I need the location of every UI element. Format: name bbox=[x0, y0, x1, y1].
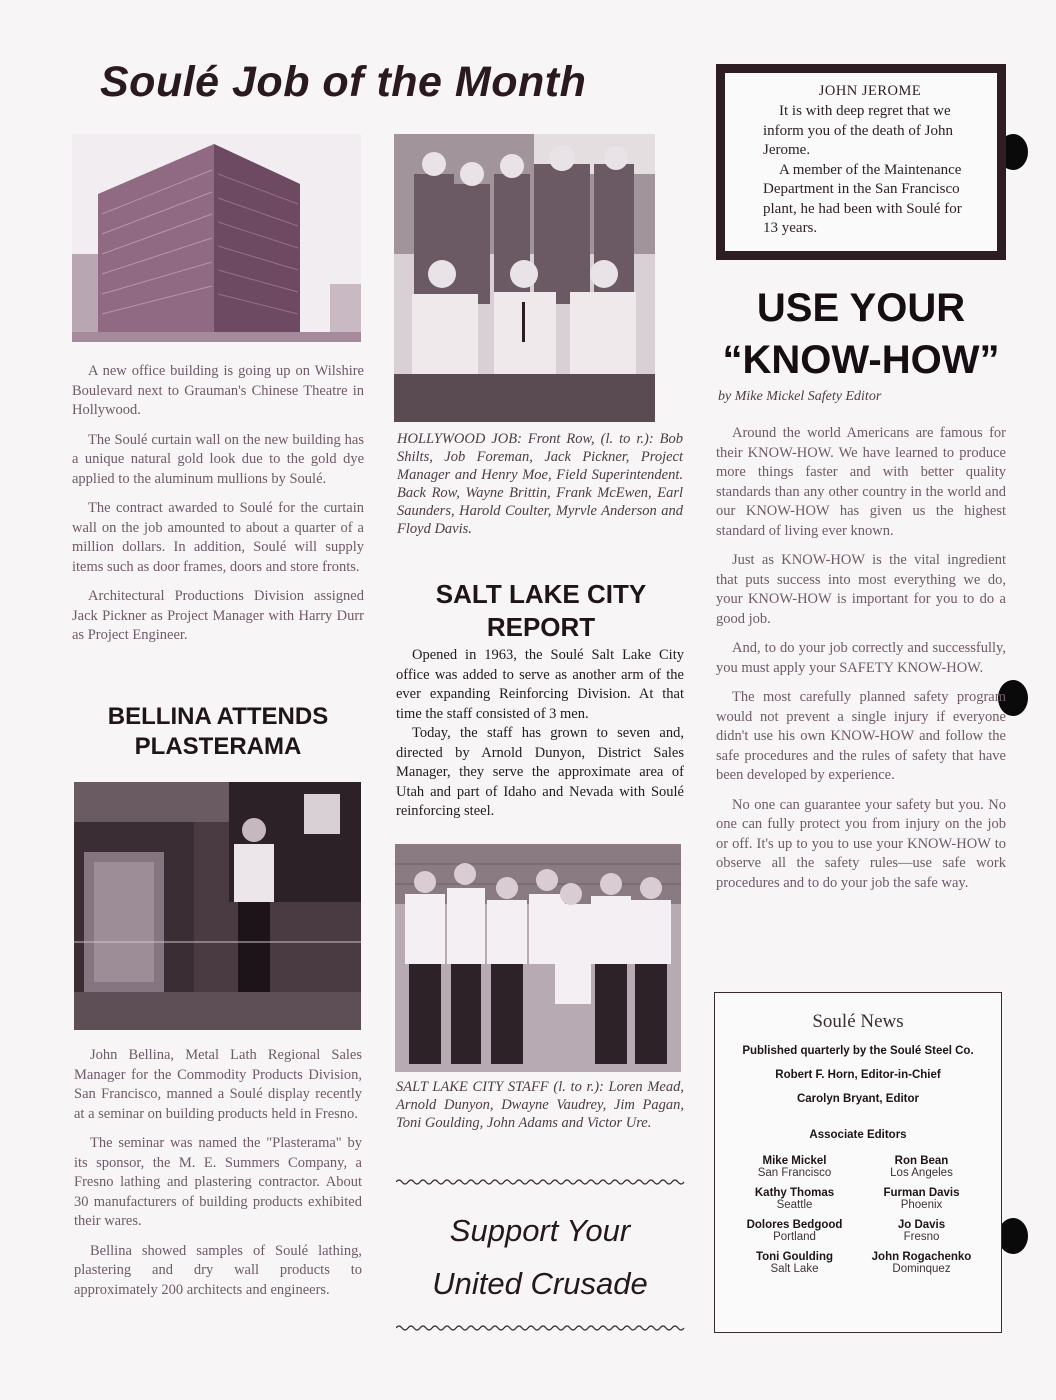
obituary-paragraph: It is with deep regret that we inform you of the death of John Jerome. bbox=[763, 103, 953, 158]
article-paragraph: The Soulé curtain wall on the new building has a unique natural gold look due to the gold dye applied to the aluminum mullions by Soulé. bbox=[72, 431, 364, 487]
article-paragraph: No one can guarantee your safety but you. No one can fully protect you from injury on the job or off. It's up to you to use your KNOW-HOW to observe all the safety rules—use safe work procedures and to do your job the safe way. bbox=[716, 796, 1006, 891]
bellina-article bbox=[74, 1046, 362, 1310]
associate-editor: Jo Davis Fresno bbox=[897, 1219, 946, 1243]
divider-wavy bbox=[396, 1324, 686, 1332]
salt-lake-headline: SALT LAKE CITY REPORT bbox=[435, 579, 647, 642]
salt-lake-article bbox=[396, 646, 684, 832]
news-title: Soulé News bbox=[812, 1011, 904, 1032]
job-article bbox=[72, 362, 364, 656]
article-paragraph: Bellina showed samples of Soulé lathing, plastering and dry wall products to approximately 200 architects and engineers. bbox=[74, 1242, 362, 1298]
associate-editor: Toni Goulding Salt Lake bbox=[755, 1251, 834, 1275]
article-paragraph: Opened in 1963, the Soulé Salt Lake City office was added to serve as another arm of the ever expanding Reinforcing Division. At that time the staff consisted of 3 men. bbox=[396, 647, 684, 722]
obituary-paragraph: A member of the Maintenance Department in the San Francisco plant, he had been with Soulé for 13 years. bbox=[763, 161, 962, 236]
article-paragraph: The seminar was named the "Plasterama" by its sponsor, the M. E. Summers Company, a Fresno lathing and plastering contractor. About 30 manufacturers of building products exhibited their wares. bbox=[74, 1135, 362, 1229]
safety-article bbox=[716, 424, 1006, 903]
hollywood-caption: HOLLYWOOD JOB: Front Row, (l. to r.): Bob Shilts, Job Foreman, Jack Pickner, Project Manager and Henry Moe, Field Superintendent. Back Row, Wayne Brittin, Frank McEwen, Earl Saunders, Harold Coulter, Myrvle Anderson and Floyd Davis. bbox=[397, 431, 683, 537]
obituary-title: JOHN JEROME bbox=[818, 83, 922, 99]
associate-editor: Mike Mickel San Francisco bbox=[757, 1155, 832, 1179]
building-photo bbox=[72, 134, 361, 342]
obituary-box bbox=[716, 64, 1006, 260]
article-paragraph: And, to do your job correctly and successfully, you must apply your SAFETY KNOW-HOW. bbox=[716, 640, 1006, 676]
safety-byline: by Mike Mickel Safety Editor bbox=[718, 389, 882, 404]
publisher-line: Published quarterly by the Soulé Steel Co. bbox=[742, 1045, 974, 1057]
article-paragraph: John Bellina, Metal Lath Regional Sales Manager for the Commodity Products Division, San Francisco, manned a Soulé display recently at a seminar on building products held in Fresno. bbox=[74, 1047, 362, 1122]
article-paragraph: Around the world Americans are famous for their KNOW-HOW. We have learned to produce more things faster and with better quality standards than any other country in the world and our KNOW-HOW has given us the highest standard of living ever known. bbox=[716, 425, 1006, 539]
safety-headline: USE YOUR “KNOW-HOW” bbox=[722, 286, 1000, 382]
associate-heading: Associate Editors bbox=[809, 1129, 907, 1141]
article-paragraph: Architectural Productions Division assigned Jack Pickner as Project Manager with Harry Durr as Project Engineer. bbox=[72, 588, 364, 643]
article-paragraph: Today, the staff has grown to seven and, directed by Arnold Dunyon, District Sales Manager, they serve the approximate area of Utah and part of Idaho and Nevada with Soulé reinforcing steel. bbox=[396, 725, 684, 819]
divider-wavy bbox=[396, 1178, 686, 1186]
associate-editor: Kathy Thomas Seattle bbox=[754, 1187, 835, 1211]
article-paragraph: A new office building is going up on Wilshire Boulevard next to Grauman's Chinese Theatre in Hollywood. bbox=[72, 363, 364, 418]
associate-editor: Furman Davis Phoenix bbox=[883, 1187, 960, 1211]
page-title: Soulé Job of the Month bbox=[100, 58, 587, 106]
hollywood-job-photo bbox=[394, 134, 655, 422]
plasterama-photo bbox=[74, 782, 361, 1030]
associate-editors bbox=[715, 1155, 1001, 1275]
associate-editor: Dolores Bedgood Portland bbox=[746, 1219, 843, 1243]
article-paragraph: Just as KNOW-HOW is the vital ingredient that puts success into most everything we do, your KNOW-HOW is important for you to do a good job. bbox=[716, 552, 1006, 627]
associate-editor: Ron Bean Los Angeles bbox=[890, 1155, 953, 1179]
editor: Carolyn Bryant, Editor bbox=[796, 1093, 920, 1105]
binder-hole bbox=[998, 1218, 1028, 1254]
crusade-banner: Support Your United Crusade bbox=[432, 1213, 648, 1301]
news-masthead-box bbox=[714, 992, 1002, 1333]
associate-editor: John Rogachenko Dominquez bbox=[871, 1251, 972, 1275]
bellina-headline: BELLINA ATTENDS PLASTERAMA bbox=[107, 703, 329, 760]
editor-in-chief: Robert F. Horn, Editor-in-Chief bbox=[775, 1069, 941, 1081]
article-paragraph: The contract awarded to Soulé for the curtain wall on the job amounted to about a quarter of a million dollars. In addition, Soulé will supply items such as door frames, doors and store fronts. bbox=[72, 500, 364, 575]
salt-lake-caption: SALT LAKE CITY STAFF (l. to r.): Loren Mead, Arnold Dunyon, Dwayne Vaudrey, Jim Pagan, Toni Goulding, John Adams and Victor Ure. bbox=[396, 1079, 684, 1131]
article-paragraph: The most carefully planned safety program would not prevent a single injury if everyone didn't use his own KNOW-HOW and follow the safe procedures and the rules of safety that have been developed by experience. bbox=[716, 689, 1006, 783]
salt-lake-staff-photo bbox=[395, 844, 681, 1072]
